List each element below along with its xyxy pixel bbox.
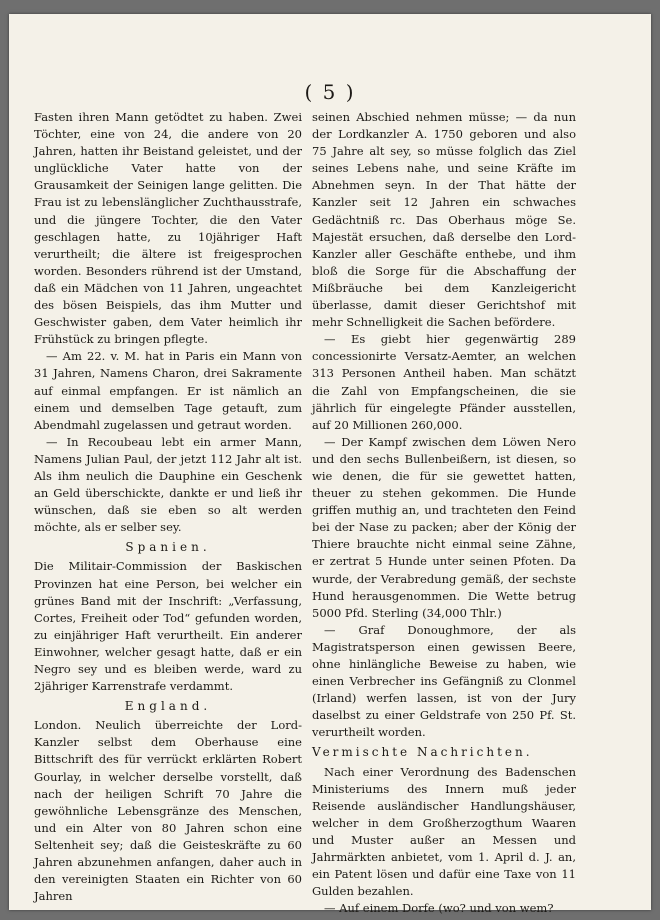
article-paragraph: Die Militair-Commission der Baskischen Provinzen hat eine Person, bei welcher ein grünes Band mit der Inschrift: „Verfassung, Cortes, Freiheit oder Tod“ gefunden worden, zu einjähriger Haft verurtheilt. Ein anderer Einwohner, welcher gesagt hatte, daß er ein Negro sey und es bleiben werde, ward zu 2jähriger Karrenstrafe verdammt.	[34, 559, 302, 694]
article-paragraph: seinen Abschied nehmen müsse; — da nun der Lordkanzler A. 1750 geboren und also 75 Jahre alt sey, so müsse folglich das Ziel seines Lebens nahe, und seine Kräfte im Abnehmen seyn. In der That hätte der Kanzler seit 12 Jahren ein schwaches Gedächtniß rc. Das Oberhaus möge Se. Majestät ersuchen, daß derselbe den Lord-Kanzler aller Geschäfte enthebe, und ihm bloß die Sorge für die Abschaffung der Mißbräuche bei dem Kanzleigericht überlasse, damit dieser Gerichtshof mit mehr Schnelligkeit die Sachen befördere.	[312, 110, 576, 330]
newspaper-page	[9, 14, 651, 916]
section-heading-england: England.	[124, 699, 212, 714]
article-paragraph: Fasten ihren Mann getödtet zu haben. Zwei Töchter, eine von 24, die andere von 20 Jahren, hatten ihr Beistand geleistet, und der unglückliche Vater hatte von der Grausamkeit der Seinigen lange gelitten. Die Frau ist zu lebenslänglicher Zuchthausstrafe, und die jüngere Tochter, die den Vater geschlagen hatte, zu 10jähriger Haft verurtheilt; die ältere ist freigesprochen worden. Besonders rührend ist der Umstand, daß ein Mädchen von 11 Jahren, ungeachtet des bösen Beispiels, das ihm Mutter und Geschwister gaben, dem Vater heimlich ihr Frühstück zu bringen pflegte.	[34, 110, 302, 347]
page-number: ( 5 )	[304, 80, 356, 104]
article-paragraph: London. Neulich überreichte der Lord-Kanzler selbst dem Oberhause eine Bittschrift des für verrückt erklärten Robert Gourlay, in welcher derselbe vorstellt, daß nach der heiligen Schrift 70 Jahre die gewöhnliche Lebensgränze des Menschen, und ein Alter von 80 Jahren schon eine Seltenheit sey; daß die Geisteskräfte zu 60 Jahren abzunehmen anfangen, daher auch in den vereinigten Staaten ein Richter von 60 Jahren	[34, 718, 302, 904]
article-paragraph: — In Recoubeau lebt ein armer Mann, Namens Julian Paul, der jetzt 112 Jahr alt ist. Als ihm neulich die Dauphine ein Geschenk an Geld überschickte, dankte er und ließ ihr wünschen, daß sie eben so alt werden möchte, als er selber sey.	[34, 434, 302, 535]
left-column	[34, 109, 302, 905]
section-heading-misc: Vermischte Nachrichten.	[312, 745, 533, 760]
section-heading-spain: Spanien.	[125, 540, 211, 555]
article-paragraph: — Am 22. v. M. hat in Paris ein Mann von 31 Jahren, Namens Charon, drei Sakramente auf einmal empfangen. Er ist nämlich an einem und demselben Tage getauft, zum Abendmahl zugelassen und getraut worden.	[34, 349, 302, 432]
article-paragraph: — Auf einem Dorfe (wo? und von wem?	[324, 901, 554, 916]
article-paragraph: — Der Kampf zwischen dem Löwen Nero und den sechs Bullenbeißern, ist diesen, so wie denen, die für sie gewettet hatten, theuer zu stehen gekommen. Die Hunde griffen muthig an, und trachteten den Feind bei der Nase zu packen; aber der König der Thiere brauchte nicht einmal seine Zähne, er zertrat 5 Hunde unter seinen Pfoten. Da wurde, der Verabredung gemäß, der sechste Hund herausgenommen. Die Wette betrug 5000 Pfd. Sterling (34,000 Thlr.)	[312, 434, 576, 620]
article-paragraph: — Es giebt hier gegenwärtig 289 concessionirte Versatz-Aemter, an welchen 313 Personen Antheil haben. Man schätzt die Zahl von Empfangscheinen, die sie jährlich für eingelegte Pfänder ausstellen, auf 20 Millionen 260,000.	[312, 332, 576, 432]
article-paragraph: Nach einer Verordnung des Badenschen Ministeriums des Innern muß jeder Reisende ausländischer Handlungshäuser, welcher in dem Großherzogthum Waaren und Muster außer an Messen und Jahrmärkten anbietet, vom 1. April d. J. an, ein Patent lösen und dafür eine Taxe von 11 Gulden bezahlen.	[312, 764, 576, 899]
article-paragraph: — Graf Donoughmore, der als Magistratsperson einen gewissen Beere, ohne hinlängliche Beweise zu haben, wie einen Verbrecher ins Gefängniß zu Clonmel (Irland) werfen lassen, ist von der Jury daselbst zu einer Geldstrafe von 250 Pf. St. verurtheilt worden.	[312, 622, 576, 740]
right-column	[312, 109, 576, 917]
